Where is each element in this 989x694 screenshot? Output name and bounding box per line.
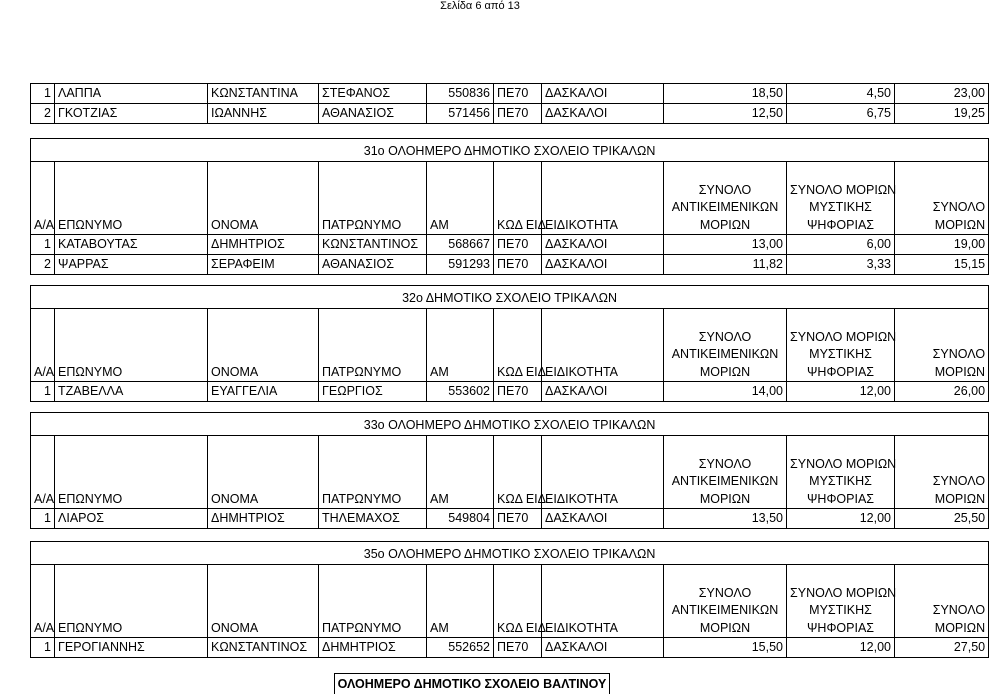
row-eid: ΔΑΣΚΑΛΟΙ xyxy=(542,382,664,402)
header-row xyxy=(31,162,989,235)
header-row xyxy=(31,436,989,509)
row-myst: 12,00 xyxy=(787,638,895,658)
school-section-32 xyxy=(30,285,989,402)
page-header: Σελίδα 6 από 13 xyxy=(440,0,520,12)
col-header-synolo: ΣΥΝΟΛΟ ΜΟΡΙΩΝ xyxy=(895,565,989,638)
row-patronymo: ΔΗΜΗΤΡΙΟΣ xyxy=(319,638,427,658)
row-patronymo: ΚΩΝΣΤΑΝΤΙΝΟΣ xyxy=(319,235,427,255)
row-myst: 12,00 xyxy=(787,382,895,402)
row-eid: ΔΑΣΚΑΛΟΙ xyxy=(542,104,664,124)
row-eponymo: ΛΙΑΡΟΣ xyxy=(55,509,208,529)
row-patronymo: ΤΗΛΕΜΑΧΟΣ xyxy=(319,509,427,529)
col-header-synolo-ant: ΣΥΝΟΛΟ ΑΝΤΙΚΕΙΜΕΝΙΚΩΝ ΜΟΡΙΩΝ xyxy=(664,565,787,638)
col-header-onoma: ΟΝΟΜΑ xyxy=(208,436,319,509)
row-ant: 15,50 xyxy=(664,638,787,658)
col-header-eponymo: ΕΠΩΝΥΜΟ xyxy=(55,309,208,382)
col-header-kod-eid: ΚΩΔ ΕΙΔ xyxy=(494,162,542,235)
col-header-am: ΑΜ xyxy=(427,436,494,509)
row-eponymo: ΚΑΤΑΒΟΥΤΑΣ xyxy=(55,235,208,255)
row-kod: ΠΕ70 xyxy=(494,104,542,124)
row-aa: 2 xyxy=(31,104,55,124)
col-header-eponymo: ΕΠΩΝΥΜΟ xyxy=(55,565,208,638)
table-row xyxy=(31,638,989,658)
col-header-patronymo: ΠΑΤΡΩΝΥΜΟ xyxy=(319,162,427,235)
col-header-patronymo: ΠΑΤΡΩΝΥΜΟ xyxy=(319,436,427,509)
row-total: 19,25 xyxy=(895,104,989,124)
col-header-synolo-myst: ΣΥΝΟΛΟ ΜΟΡΙΩΝ ΜΥΣΤΙΚΗΣ ΨΗΦΟΡΙΑΣ xyxy=(787,162,895,235)
col-header-am: ΑΜ xyxy=(427,309,494,382)
row-eponymo: ΓΕΡΟΓΙΑΝΝΗΣ xyxy=(55,638,208,658)
col-header-onoma: ΟΝΟΜΑ xyxy=(208,565,319,638)
section-title: 35ο ΟΛΟΗΜΕΡΟ ΔΗΜΟΤΙΚΟ ΣΧΟΛΕΙΟ ΤΡΙΚΑΛΩΝ xyxy=(31,542,989,565)
col-header-synolo: ΣΥΝΟΛΟ ΜΟΡΙΩΝ xyxy=(895,436,989,509)
row-onoma: ΕΥΑΓΓΕΛΙΑ xyxy=(208,382,319,402)
col-header-synolo: ΣΥΝΟΛΟ ΜΟΡΙΩΝ xyxy=(895,162,989,235)
col-header-onoma: ΟΝΟΜΑ xyxy=(208,162,319,235)
row-eid: ΔΑΣΚΑΛΟΙ xyxy=(542,509,664,529)
row-patronymo: ΣΤΕΦΑΝΟΣ xyxy=(319,84,427,104)
row-total: 26,00 xyxy=(895,382,989,402)
row-onoma: ΚΩΝΣΤΑΝΤΙΝΟΣ xyxy=(208,638,319,658)
row-eponymo: ΛΑΠΠΑ xyxy=(55,84,208,104)
col-header-aa: Α/Α xyxy=(31,162,55,235)
row-total: 25,50 xyxy=(895,509,989,529)
header-row xyxy=(31,565,989,638)
row-eponymo: ΤΖΑΒΕΛΛΑ xyxy=(55,382,208,402)
row-onoma: ΚΩΝΣΤΑΝΤΙΝΑ xyxy=(208,84,319,104)
col-header-eidikotita: ΕΙΔΙΚΟΤΗΤΑ xyxy=(542,565,664,638)
col-header-eidikotita: ΕΙΔΙΚΟΤΗΤΑ xyxy=(542,162,664,235)
table-row xyxy=(31,382,989,402)
continuation-table xyxy=(30,83,989,124)
col-header-synolo: ΣΥΝΟΛΟ ΜΟΡΙΩΝ xyxy=(895,309,989,382)
col-header-patronymo: ΠΑΤΡΩΝΥΜΟ xyxy=(319,565,427,638)
row-total: 23,00 xyxy=(895,84,989,104)
row-eid: ΔΑΣΚΑΛΟΙ xyxy=(542,638,664,658)
col-header-onoma: ΟΝΟΜΑ xyxy=(208,309,319,382)
row-eid: ΔΑΣΚΑΛΟΙ xyxy=(542,84,664,104)
col-header-kod-eid: ΚΩΔ ΕΙΔ xyxy=(494,565,542,638)
row-myst: 12,00 xyxy=(787,509,895,529)
table-row xyxy=(31,84,989,104)
section-title: 33ο ΟΛΟΗΜΕΡΟ ΔΗΜΟΤΙΚΟ ΣΧΟΛΕΙΟ ΤΡΙΚΑΛΩΝ xyxy=(31,413,989,436)
row-ant: 14,00 xyxy=(664,382,787,402)
school-section-33 xyxy=(30,412,989,529)
row-aa: 2 xyxy=(31,255,55,275)
col-header-eponymo: ΕΠΩΝΥΜΟ xyxy=(55,436,208,509)
row-ant: 13,50 xyxy=(664,509,787,529)
row-myst: 4,50 xyxy=(787,84,895,104)
row-am: 549804 xyxy=(427,509,494,529)
row-total: 19,00 xyxy=(895,235,989,255)
row-total: 27,50 xyxy=(895,638,989,658)
row-kod: ΠΕ70 xyxy=(494,638,542,658)
row-ant: 11,82 xyxy=(664,255,787,275)
row-eponymo: ΨΑΡΡΑΣ xyxy=(55,255,208,275)
table-row xyxy=(31,235,989,255)
col-header-synolo-myst: ΣΥΝΟΛΟ ΜΟΡΙΩΝ ΜΥΣΤΙΚΗΣ ΨΗΦΟΡΙΑΣ xyxy=(787,436,895,509)
row-patronymo: ΓΕΩΡΓΙΟΣ xyxy=(319,382,427,402)
next-section-title: ΟΛΟΗΜΕΡΟ ΔΗΜΟΤΙΚΟ ΣΧΟΛΕΙΟ ΒΑΛΤΙΝΟΥ xyxy=(334,673,610,694)
row-patronymo: ΑΘΑΝΑΣΙΟΣ xyxy=(319,104,427,124)
header-row xyxy=(31,309,989,382)
row-aa: 1 xyxy=(31,382,55,402)
row-onoma: ΙΩΑΝΝΗΣ xyxy=(208,104,319,124)
row-ant: 18,50 xyxy=(664,84,787,104)
row-kod: ΠΕ70 xyxy=(494,255,542,275)
section-title: 32ο ΔΗΜΟΤΙΚΟ ΣΧΟΛΕΙΟ ΤΡΙΚΑΛΩΝ xyxy=(31,286,989,309)
col-header-synolo-myst: ΣΥΝΟΛΟ ΜΟΡΙΩΝ ΜΥΣΤΙΚΗΣ ΨΗΦΟΡΙΑΣ xyxy=(787,565,895,638)
row-ant: 12,50 xyxy=(664,104,787,124)
row-am: 591293 xyxy=(427,255,494,275)
row-am: 571456 xyxy=(427,104,494,124)
col-header-synolo-ant: ΣΥΝΟΛΟ ΑΝΤΙΚΕΙΜΕΝΙΚΩΝ ΜΟΡΙΩΝ xyxy=(664,436,787,509)
row-aa: 1 xyxy=(31,235,55,255)
col-header-synolo-ant: ΣΥΝΟΛΟ ΑΝΤΙΚΕΙΜΕΝΙΚΩΝ ΜΟΡΙΩΝ xyxy=(664,309,787,382)
row-kod: ΠΕ70 xyxy=(494,235,542,255)
col-header-kod-eid: ΚΩΔ ΕΙΔ xyxy=(494,436,542,509)
school-section-35 xyxy=(30,541,989,658)
col-header-synolo-myst: ΣΥΝΟΛΟ ΜΟΡΙΩΝ ΜΥΣΤΙΚΗΣ ΨΗΦΟΡΙΑΣ xyxy=(787,309,895,382)
table-row xyxy=(31,104,989,124)
table-row xyxy=(31,255,989,275)
col-header-kod-eid: ΚΩΔ ΕΙΔ xyxy=(494,309,542,382)
row-am: 568667 xyxy=(427,235,494,255)
row-myst: 3,33 xyxy=(787,255,895,275)
row-onoma: ΔΗΜΗΤΡΙΟΣ xyxy=(208,235,319,255)
row-onoma: ΣΕΡΑΦΕΙΜ xyxy=(208,255,319,275)
row-eid: ΔΑΣΚΑΛΟΙ xyxy=(542,255,664,275)
row-total: 15,15 xyxy=(895,255,989,275)
col-header-aa: Α/Α xyxy=(31,309,55,382)
col-header-aa: Α/Α xyxy=(31,565,55,638)
school-section-31 xyxy=(30,138,989,275)
col-header-aa: Α/Α xyxy=(31,436,55,509)
section-title: 31ο ΟΛΟΗΜΕΡΟ ΔΗΜΟΤΙΚΟ ΣΧΟΛΕΙΟ ΤΡΙΚΑΛΩΝ xyxy=(31,139,989,162)
table-row xyxy=(31,509,989,529)
row-aa: 1 xyxy=(31,509,55,529)
col-header-am: ΑΜ xyxy=(427,565,494,638)
col-header-eponymo: ΕΠΩΝΥΜΟ xyxy=(55,162,208,235)
row-ant: 13,00 xyxy=(664,235,787,255)
row-kod: ΠΕ70 xyxy=(494,84,542,104)
col-header-am: ΑΜ xyxy=(427,162,494,235)
row-patronymo: ΑΘΑΝΑΣΙΟΣ xyxy=(319,255,427,275)
row-am: 552652 xyxy=(427,638,494,658)
col-header-eidikotita: ΕΙΔΙΚΟΤΗΤΑ xyxy=(542,309,664,382)
row-eid: ΔΑΣΚΑΛΟΙ xyxy=(542,235,664,255)
row-kod: ΠΕ70 xyxy=(494,509,542,529)
row-eponymo: ΓΚΟΤΖΙΑΣ xyxy=(55,104,208,124)
row-myst: 6,75 xyxy=(787,104,895,124)
col-header-synolo-ant: ΣΥΝΟΛΟ ΑΝΤΙΚΕΙΜΕΝΙΚΩΝ ΜΟΡΙΩΝ xyxy=(664,162,787,235)
row-aa: 1 xyxy=(31,84,55,104)
col-header-eidikotita: ΕΙΔΙΚΟΤΗΤΑ xyxy=(542,436,664,509)
row-aa: 1 xyxy=(31,638,55,658)
col-header-patronymo: ΠΑΤΡΩΝΥΜΟ xyxy=(319,309,427,382)
row-am: 550836 xyxy=(427,84,494,104)
row-kod: ΠΕ70 xyxy=(494,382,542,402)
row-am: 553602 xyxy=(427,382,494,402)
row-onoma: ΔΗΜΗΤΡΙΟΣ xyxy=(208,509,319,529)
row-myst: 6,00 xyxy=(787,235,895,255)
